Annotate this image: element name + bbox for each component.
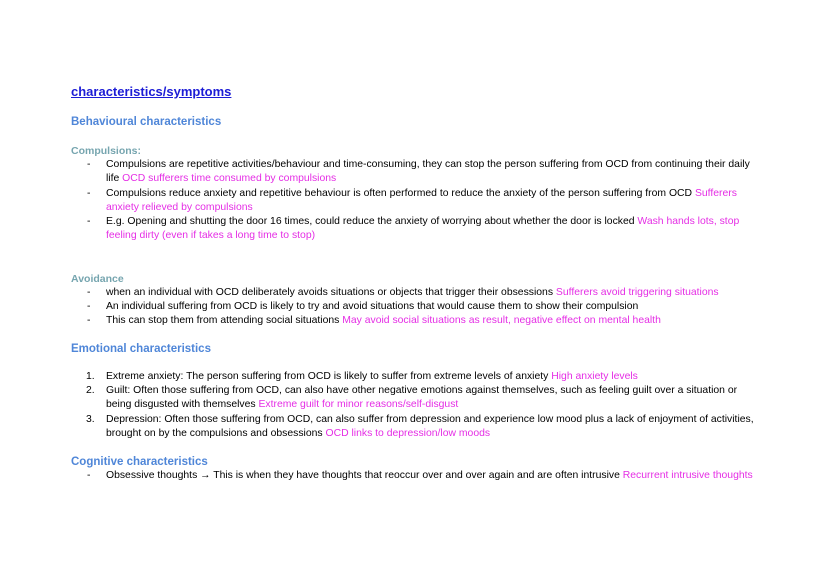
item-text: Depression: Often those suffering from OCD, can also suffer from depression and experience low mood plus a lack of enjoyment of activities, brought on by the compulsions and obsessions <box>106 413 754 439</box>
bullet-dash: - <box>87 286 91 298</box>
bullet-dash: - <box>87 301 91 313</box>
list-item <box>71 286 761 300</box>
cognitive-list <box>71 469 761 483</box>
item-text: Extreme anxiety: The person suffering from OCD is likely to suffer from extreme levels of anxiety <box>106 370 552 382</box>
list-item <box>71 370 761 384</box>
item-text: when an individual with OCD deliberately avoids situations or objects that trigger their obsessions <box>106 286 556 298</box>
list-item <box>71 158 761 187</box>
annotation-note: Sufferers avoid triggering situations <box>555 286 719 298</box>
annotation-note: High anxiety levels <box>551 370 638 382</box>
annotation-note: Wash hands lots, stop feeling dirty (even if takes a long time to stop) <box>106 216 740 242</box>
item-text: An individual suffering from OCD is likely to try and avoid situations that would cause them to show their compulsion <box>106 301 639 313</box>
emotional-list <box>71 370 761 441</box>
bullet-dash: - <box>87 216 91 228</box>
list-item <box>71 300 761 314</box>
item-text: Guilt: Often those suffering from OCD, can also have other negative emotions against themselves, such as feeling guilt over a situation or being disgusted with themselves <box>106 384 738 411</box>
annotation-note: OCD links to depression/low moods <box>325 427 491 439</box>
heading-emotional: Emotional characteristics <box>71 342 211 355</box>
item-text: This can stop them from attending social situations <box>106 315 343 327</box>
bullet-dash: - <box>87 470 91 482</box>
list-item <box>71 314 761 328</box>
annotation-note: Sufferers anxiety relieved by compulsions <box>106 187 737 213</box>
bullet-dash: - <box>87 187 91 199</box>
annotation-note: Recurrent intrusive thoughts <box>622 470 753 482</box>
annotation-note: OCD sufferers time consumed by compulsions <box>122 173 337 185</box>
item-text: Compulsions reduce anxiety and repetitive behaviour is often performed to reduce the anxiety of the person suffering from OCD <box>106 187 695 199</box>
list-number: 1. <box>86 370 95 382</box>
subheading-compulsions: Compulsions: <box>71 145 141 157</box>
item-text: E.g. Opening and shutting the door 16 times, could reduce the anxiety of worrying about whether the door is locked <box>106 216 638 228</box>
heading-behavioural: Behavioural characteristics <box>71 116 222 128</box>
compulsions-list <box>71 158 761 244</box>
item-text: Obsessive thoughts → This is when they have thoughts that reoccur over and over again and are often intrusive <box>106 470 623 482</box>
item-text: Compulsions are repetitive activities/behaviour and time-consuming, they can stop the person suffering from OCD from continuing their daily life <box>106 159 750 185</box>
annotation-note: Extreme guilt for minor reasons/self-disgust <box>258 399 459 411</box>
subheading-avoidance: Avoidance <box>71 272 124 285</box>
list-item <box>71 187 761 216</box>
avoidance-list <box>71 286 761 329</box>
heading-cognitive: Cognitive characteristics <box>71 456 208 469</box>
list-item <box>71 215 761 244</box>
bullet-dash: - <box>87 315 91 327</box>
list-item <box>71 413 761 442</box>
list-item <box>71 469 761 483</box>
list-number: 3. <box>86 413 95 425</box>
document-page <box>71 84 761 483</box>
list-item <box>71 384 761 413</box>
annotation-note: May avoid social situations as result, negative effect on mental health <box>342 315 661 327</box>
bullet-dash: - <box>87 159 91 170</box>
list-number: 2. <box>86 384 95 396</box>
document-title: characteristics/symptoms <box>71 84 232 99</box>
